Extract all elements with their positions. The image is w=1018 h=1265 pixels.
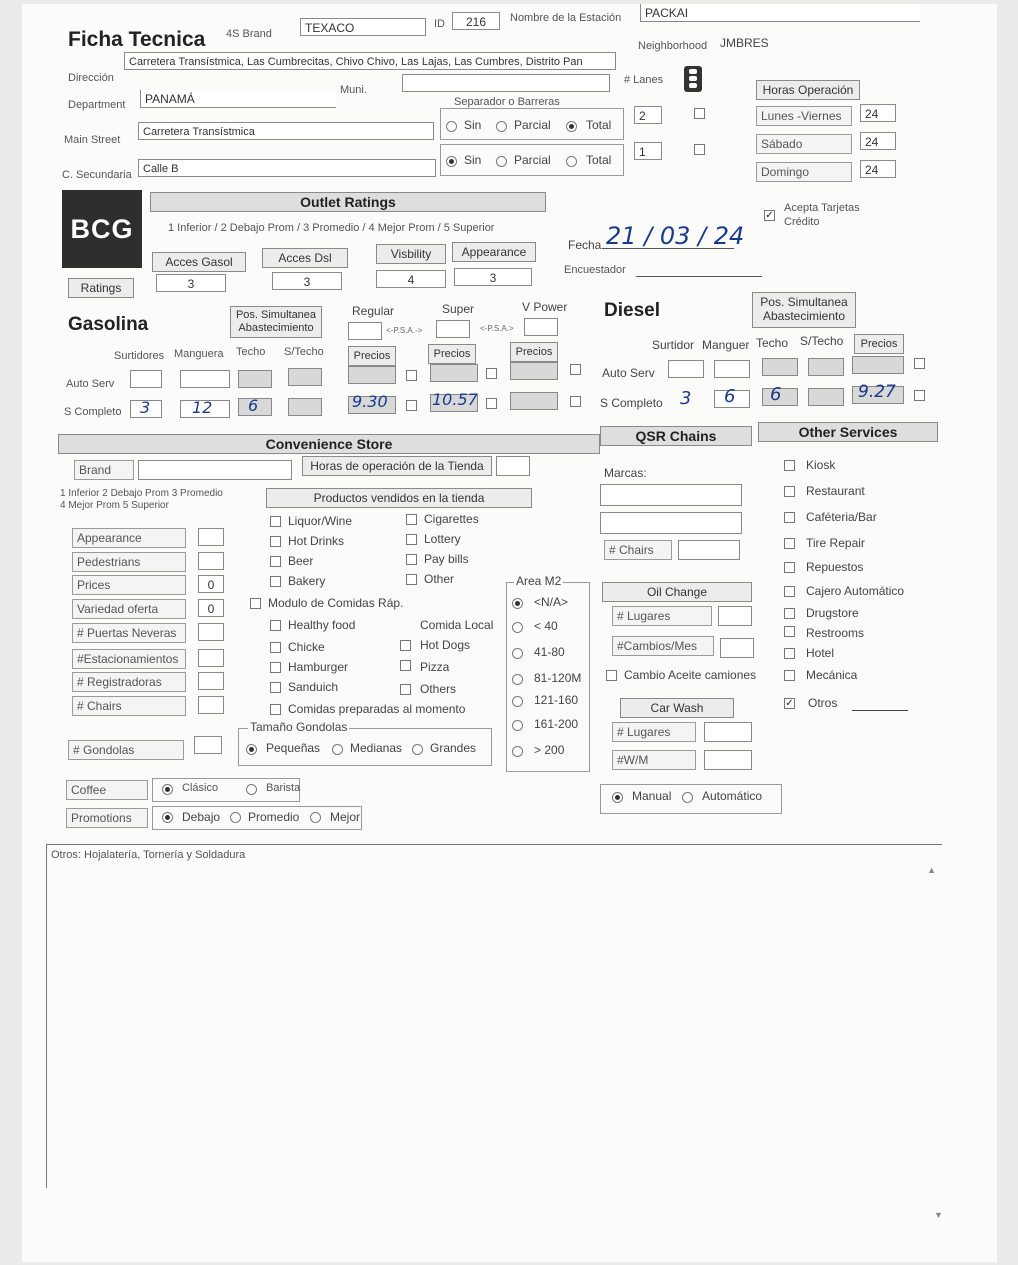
lanes-label: # Lanes [624, 74, 664, 86]
svc-drugstore-cb[interactable] [784, 608, 795, 619]
id-label: ID [434, 18, 445, 30]
diesel-sc-surtidor[interactable]: 3 [680, 388, 692, 409]
encuestador-label: Encuestador [564, 264, 626, 276]
cs-products-title: Productos vendidos en la tienda [266, 488, 532, 508]
diesel-pos-line1: Pos. Simultanea [760, 295, 848, 309]
station-label: Nombre de la Estación [510, 12, 622, 24]
visibility-value[interactable]: 4 [376, 270, 446, 288]
diesel-col-manguer: Manguer [702, 338, 750, 352]
sep2-total-label: Total [586, 153, 612, 167]
acces-dsl-value[interactable]: 3 [272, 272, 342, 290]
hours-saturday-label: Sábado [756, 134, 852, 154]
oil-cambios-label: #Cambios/Mes [612, 636, 714, 656]
diesel-sc-stecho[interactable] [808, 388, 844, 406]
ratings-label: Ratings [68, 278, 134, 298]
lanes-row1-checkbox[interactable] [694, 108, 705, 119]
area-121-160-label: 121-160 [534, 693, 579, 707]
cs-beer-label: Beer [288, 554, 314, 568]
scroll-up-icon[interactable]: ▲ [927, 865, 936, 875]
gas-precios-super[interactable]: Precios [428, 344, 476, 364]
cs-hotdrinks-cb[interactable] [270, 536, 281, 547]
cw-wm-field[interactable] [704, 750, 752, 770]
secondary-street-label: C. Secundaria [62, 169, 132, 181]
cs-preparadas-cb[interactable] [270, 704, 281, 715]
cs-hotdogs-label: Hot Dogs [420, 638, 471, 652]
coffee-clasico-label: Clásico [182, 782, 219, 794]
hours-saturday-field[interactable]: 24 [860, 132, 896, 150]
appearance-button[interactable]: Appearance [452, 242, 536, 262]
gas-sc-stecho[interactable] [288, 398, 322, 416]
cs-variedad-label: Variedad oferta [72, 599, 186, 619]
cs-pizza-cb[interactable] [400, 660, 411, 671]
cs-appearance-label: Appearance [72, 528, 186, 548]
cs-cigarettes-cb[interactable] [406, 514, 417, 525]
gas-sc-surtidores: 3 [140, 398, 151, 417]
gas-col-stecho: S/Techo [284, 346, 324, 358]
sep1-parcial-label: Parcial [514, 118, 551, 132]
area-81-120-radio[interactable] [512, 674, 523, 685]
promo-debajo-radio[interactable] [162, 812, 173, 823]
diesel-pos-simultanea[interactable] [752, 292, 856, 328]
brand-label: 4S Brand [226, 28, 272, 40]
cs-beer-cb[interactable] [270, 556, 281, 567]
svc-cajero-cb[interactable] [784, 586, 795, 597]
cs-sanduich-cb[interactable] [270, 682, 281, 693]
area-40-radio[interactable] [512, 622, 523, 633]
tamano-grandes-radio[interactable] [412, 744, 423, 755]
cs-brand-field[interactable] [138, 460, 292, 480]
scroll-down-icon[interactable]: ▼ [934, 1210, 943, 1220]
main-street-field[interactable]: Carretera Transístmica [138, 122, 434, 140]
svc-restrooms-cb[interactable] [784, 626, 795, 637]
svc-tire-label: Tire Repair [806, 536, 865, 550]
cs-modulo-cb[interactable] [250, 598, 261, 609]
qsr-chairs-label: # Chairs [604, 540, 672, 560]
gas-sc-vpower-cb[interactable] [570, 396, 581, 407]
sep2-parcial-label: Parcial [514, 153, 551, 167]
svc-hotel-cb[interactable] [784, 648, 795, 659]
area-title: Area M2 [516, 574, 562, 588]
tamano-grandes-label: Grandes [430, 741, 477, 755]
gas-sc-super-cb[interactable] [486, 398, 497, 409]
coffee-barista-radio[interactable] [246, 784, 257, 795]
hours-weekdays-label: Lunes -Viernes [756, 106, 852, 126]
cs-prices-label: Prices [72, 575, 186, 595]
promo-promedio-radio[interactable] [230, 812, 241, 823]
sep1-total-radio[interactable] [566, 121, 577, 132]
regular-label: Regular [352, 304, 395, 318]
outlet-ratings-title: Outlet Ratings [150, 192, 546, 212]
oil-cambios-field[interactable] [720, 638, 754, 658]
area-161-200-radio[interactable] [512, 720, 523, 731]
svc-restrooms-label: Restrooms [806, 626, 865, 640]
cs-preparadas-label: Comidas preparadas al momento [288, 702, 466, 716]
gas-sc-manguera: 12 [192, 398, 213, 417]
cs-pedestrians-label: Pedestrians [72, 552, 186, 572]
cs-lottery-cb[interactable] [406, 534, 417, 545]
diesel-as-surtidor[interactable] [668, 360, 704, 378]
cs-other-label: Other [424, 572, 455, 586]
id-field[interactable]: 216 [452, 12, 500, 30]
cs-registradoras-value[interactable] [198, 672, 224, 690]
cw-wm-label: #W/M [612, 750, 696, 770]
cs-hotdogs-cb[interactable] [400, 640, 411, 651]
svc-tire-cb[interactable] [784, 538, 795, 549]
gas-precios-vpower[interactable]: Precios [510, 342, 558, 362]
lanes-row1-field[interactable]: 2 [634, 106, 662, 124]
gas-auto-serv-label: Auto Serv [66, 378, 115, 390]
sep1-parcial-radio[interactable] [496, 121, 507, 132]
cw-lugares-field[interactable] [704, 722, 752, 742]
cs-bakery-label: Bakery [288, 574, 326, 588]
gas-s-completo-label: S Completo [64, 406, 122, 418]
tarjetas-label-2: Crédito [784, 216, 820, 228]
promo-mejor-radio[interactable] [310, 812, 321, 823]
cs-other-cb[interactable] [406, 574, 417, 585]
cs-sanduich-label: Sanduich [288, 680, 339, 694]
super-label: Super [442, 302, 475, 316]
area-40-label: < 40 [534, 619, 558, 633]
cs-brand-label: Brand [74, 460, 134, 480]
gas-as-techo[interactable] [238, 370, 272, 388]
department-label: Department [68, 99, 126, 111]
car-wash-title: Car Wash [620, 698, 734, 718]
gasolina-title: Gasolina [68, 314, 149, 335]
cs-paybills-cb[interactable] [406, 554, 417, 565]
lanes-row2-field[interactable]: 1 [634, 142, 662, 160]
gas-sc-precio-regular: 9.30 [352, 392, 388, 411]
diesel-as-cb[interactable] [914, 358, 925, 369]
svc-restaurant-label: Restaurant [806, 484, 865, 498]
area-161-200-label: 161-200 [534, 717, 579, 731]
svc-kiosk-label: Kiosk [806, 458, 836, 472]
tarjetas-label-1: Acepta Tarjetas [784, 202, 860, 214]
ratings-scale: 1 Inferior / 2 Debajo Prom / 3 Promedio / 4 Mejor Prom / 5 Superior [168, 222, 495, 234]
gas-as-vpower-cb[interactable] [570, 364, 581, 375]
encuestador-field[interactable] [636, 276, 762, 277]
gas-as-surtidores[interactable] [130, 370, 162, 388]
tamano-pequenas-label: Pequeñas [266, 741, 321, 755]
cs-hotdrinks-label: Hot Drinks [288, 534, 345, 548]
gas-as-precio-super[interactable] [430, 364, 478, 382]
super-pos-field[interactable] [436, 320, 470, 338]
gas-as-precio-regular[interactable] [348, 366, 396, 384]
hours-title: Horas Operación [756, 80, 860, 100]
cs-chicken-label: Chicke [288, 640, 325, 654]
cambio-aceite-cb[interactable] [606, 670, 617, 681]
fecha-label: Fecha [568, 238, 602, 252]
gas-sc-precio-super: 10.57 [432, 390, 478, 409]
gas-pos-line2: Abastecimiento [238, 322, 314, 334]
diesel-as-precio[interactable] [852, 356, 904, 374]
svc-repuestos-label: Repuestos [806, 560, 864, 574]
cambio-aceite-label: Cambio Aceite camiones [624, 668, 757, 682]
cs-scale-1: 1 Inferior 2 Debajo Prom 3 Promedio [60, 488, 223, 499]
other-services-title: Other Services [758, 422, 938, 442]
area-41-80-label: 41-80 [534, 645, 565, 659]
diesel-pos-line2: Abastecimiento [762, 309, 846, 323]
cw-automatico-label: Automático [702, 789, 763, 803]
cs-liquor-cb[interactable] [270, 516, 281, 527]
convenience-store-title: Convenience Store [58, 434, 600, 454]
cs-horas-button[interactable]: Horas de operación de la Tienda [302, 456, 492, 476]
traffic-light-icon [684, 66, 702, 92]
cs-prices-value[interactable]: 0 [198, 575, 224, 593]
neighborhood-field[interactable]: JMBRES [720, 36, 769, 50]
form-page [22, 4, 997, 1262]
diesel-as-techo[interactable] [762, 358, 798, 376]
promotions-label: Promotions [66, 808, 148, 828]
sep2-sin-label: Sin [464, 153, 482, 167]
qsr-marcas-label: Marcas: [604, 466, 647, 480]
address-field[interactable]: Carretera Transístmica, Las Cumbrecitas, Chivo Chivo, Las Lajas, Las Cumbres, Distrito Pan [124, 52, 616, 70]
cs-modulo-label: Modulo de Comidas Ráp. [268, 596, 404, 610]
cs-hamburger-cb[interactable] [270, 662, 281, 673]
oil-lugares-field[interactable] [718, 606, 752, 626]
cs-estacionamientos-value[interactable] [198, 649, 224, 667]
promo-promedio-label: Promedio [248, 810, 300, 824]
cs-scale-2: 4 Mejor Prom 5 Superior [60, 500, 169, 511]
tamano-medianas-radio[interactable] [332, 744, 343, 755]
diesel-col-stecho: S/Techo [800, 334, 844, 348]
notes-textarea[interactable] [46, 844, 942, 1188]
gas-as-stecho[interactable] [288, 368, 322, 386]
diesel-s-completo-label: S Completo [600, 396, 663, 410]
cs-gondolas-value[interactable] [194, 736, 222, 754]
department-field[interactable]: PANAMÁ [140, 90, 336, 108]
vpower-label: V Power [522, 300, 568, 314]
cs-puertas-label: # Puertas Neveras [72, 623, 186, 643]
cs-comida-local-label: Comida Local [420, 618, 494, 632]
psa-arrow-1: <-P.S.A.-> [386, 326, 423, 335]
cw-lugares-label: # Lugares [612, 722, 696, 742]
gas-sc-precio-vpower[interactable] [510, 392, 558, 410]
oil-lugares-label: # Lugares [612, 606, 712, 626]
svc-mecanica-label: Mecánica [806, 668, 858, 682]
svc-kiosk-cb[interactable] [784, 460, 795, 471]
svc-cafeteria-label: Caféteria/Bar [806, 510, 877, 524]
diesel-as-manguer[interactable] [714, 360, 750, 378]
hours-sunday-label: Domingo [756, 162, 852, 182]
diesel-sc-manguer: 6 [724, 386, 736, 407]
gas-sc-regular-cb[interactable] [406, 400, 417, 411]
address-label: Dirección [68, 72, 114, 84]
psa-arrow-2: <-P.S.A.> [480, 324, 514, 333]
acces-gasol-value[interactable]: 3 [156, 274, 226, 292]
qsr-marca-1[interactable] [600, 484, 742, 506]
cs-appearance-value[interactable] [198, 528, 224, 546]
qsr-marca-2[interactable] [600, 512, 742, 534]
svc-mecanica-cb[interactable] [784, 670, 795, 681]
cs-gondolas-label: # Gondolas [68, 740, 184, 760]
promo-mejor-label: Mejor [330, 810, 361, 824]
area-na-radio[interactable] [512, 598, 523, 609]
sep1-sin-label: Sin [464, 118, 482, 132]
cs-chicken-cb[interactable] [270, 642, 281, 653]
svc-hotel-label: Hotel [806, 646, 835, 660]
diesel-title: Diesel [604, 300, 660, 321]
vpower-pos-field[interactable] [524, 318, 558, 336]
area-81-120-label: 81-120M [534, 671, 582, 685]
diesel-auto-serv-label: Auto Serv [602, 366, 655, 380]
fecha-value[interactable]: 21 / 03 / 24 [606, 222, 745, 250]
cs-estacionamientos-label: #Estacionamientos [72, 649, 186, 669]
cw-manual-radio[interactable] [612, 792, 623, 803]
main-street-label: Main Street [64, 134, 121, 146]
area-200-radio[interactable] [512, 746, 523, 757]
svc-cafeteria-cb[interactable] [784, 512, 795, 523]
gas-col-manguera: Manguera [174, 348, 224, 360]
regular-pos-field[interactable] [348, 322, 382, 340]
brand-field[interactable]: TEXACO [300, 18, 426, 36]
gas-as-super-cb[interactable] [486, 368, 497, 379]
cs-healthy-cb[interactable] [270, 620, 281, 631]
diesel-col-techo: Techo [756, 336, 789, 350]
cs-pedestrians-value[interactable] [198, 552, 224, 570]
svc-cajero-label: Cajero Automático [806, 584, 905, 598]
svc-drugstore-label: Drugstore [806, 606, 859, 620]
cs-liquor-label: Liquor/Wine [288, 514, 353, 528]
diesel-sc-cb[interactable] [914, 390, 925, 401]
gas-sc-techo: 6 [248, 396, 259, 415]
gas-col-surtidores: Surtidores [114, 350, 165, 362]
cs-chairs-label: # Chairs [72, 696, 186, 716]
gas-pos-line1: Pos. Simultanea [235, 309, 317, 321]
cs-others-cb[interactable] [400, 684, 411, 695]
svc-otros-cb[interactable]: ✓ [785, 698, 794, 709]
acces-dsl-button[interactable]: Acces Dsl [262, 248, 348, 268]
cs-puertas-value[interactable] [198, 623, 224, 641]
cs-variedad-value[interactable]: 0 [198, 599, 224, 617]
svc-otros-label: Otros [808, 696, 838, 710]
diesel-as-stecho[interactable] [808, 358, 844, 376]
qsr-chairs-field[interactable] [678, 540, 740, 560]
cw-manual-label: Manual [632, 789, 672, 803]
bcg-logo: BCG [62, 190, 142, 268]
cs-others-label: Others [420, 682, 457, 696]
gas-as-precio-vpower[interactable] [510, 362, 558, 380]
coffee-barista-label: Barista [266, 782, 301, 794]
sep1-sin-radio[interactable] [446, 121, 457, 132]
gas-as-manguera[interactable] [180, 370, 230, 388]
station-field[interactable]: PACKAI [640, 4, 920, 22]
cs-hamburger-label: Hamburger [288, 660, 349, 674]
fecha-underline [602, 248, 734, 249]
cs-paybills-label: Pay bills [424, 552, 469, 566]
cs-horas-field[interactable] [496, 456, 530, 476]
sep2-total-radio[interactable] [566, 156, 577, 167]
tamano-pequenas-radio[interactable] [246, 744, 257, 755]
tamano-medianas-label: Medianas [350, 741, 403, 755]
qsr-chains-title: QSR Chains [600, 426, 752, 446]
cs-healthy-label: Healthy food [288, 618, 356, 632]
area-na-label: <N/A> [534, 595, 569, 609]
area-121-160-radio[interactable] [512, 696, 523, 707]
tamano-title: Tamaño Gondolas [250, 720, 348, 734]
svc-otros-line [852, 710, 908, 711]
cw-automatico-radio[interactable] [682, 792, 693, 803]
area-200-label: > 200 [534, 743, 565, 757]
promo-debajo-label: Debajo [182, 810, 221, 824]
gas-col-techo: Techo [236, 346, 266, 358]
coffee-clasico-radio[interactable] [162, 784, 173, 795]
gas-as-regular-cb[interactable] [406, 370, 417, 381]
sep2-parcial-radio[interactable] [496, 156, 507, 167]
diesel-sc-techo: 6 [770, 384, 782, 405]
muni-label: Muni. [340, 84, 367, 96]
gas-precios-regular[interactable]: Precios [348, 346, 396, 366]
cs-pizza-label: Pizza [420, 660, 450, 674]
diesel-precios[interactable]: Precios [854, 334, 904, 354]
visibility-button[interactable]: Visbility [376, 244, 446, 264]
page-title: Ficha Tecnica [68, 28, 206, 51]
hours-weekdays-field[interactable]: 24 [860, 104, 896, 122]
diesel-sc-precio: 9.27 [858, 382, 896, 402]
neighborhood-label: Neighborhood [638, 40, 708, 52]
muni-field[interactable] [402, 74, 610, 92]
sep1-total-label: Total [586, 118, 612, 132]
sep2-sin-radio[interactable] [446, 156, 457, 167]
hours-sunday-field[interactable]: 24 [860, 160, 896, 178]
acces-gasol-button[interactable]: Acces Gasol [152, 252, 246, 272]
svc-repuestos-cb[interactable] [784, 562, 795, 573]
lanes-row2-checkbox[interactable] [694, 144, 705, 155]
oil-change-title: Oil Change [602, 582, 752, 602]
separator-title: Separador o Barreras [454, 96, 560, 108]
secondary-street-field[interactable]: Calle B [138, 159, 436, 177]
cs-cigarettes-label: Cigarettes [424, 512, 479, 526]
gas-pos-simultanea[interactable] [230, 306, 322, 338]
cs-registradoras-label: # Registradoras [72, 672, 186, 692]
tarjetas-checkbox[interactable]: ✓ [765, 210, 774, 221]
area-41-80-radio[interactable] [512, 648, 523, 659]
diesel-col-surtidor: Surtidor [652, 338, 695, 352]
notes-text: Otros: Hojalatería, Tornería y Soldadura [51, 849, 246, 861]
svc-restaurant-cb[interactable] [784, 486, 795, 497]
cs-chairs-value[interactable] [198, 696, 224, 714]
cs-lottery-label: Lottery [424, 532, 461, 546]
coffee-label: Coffee [66, 780, 148, 800]
cs-bakery-cb[interactable] [270, 576, 281, 587]
appearance-value[interactable]: 3 [454, 268, 532, 286]
